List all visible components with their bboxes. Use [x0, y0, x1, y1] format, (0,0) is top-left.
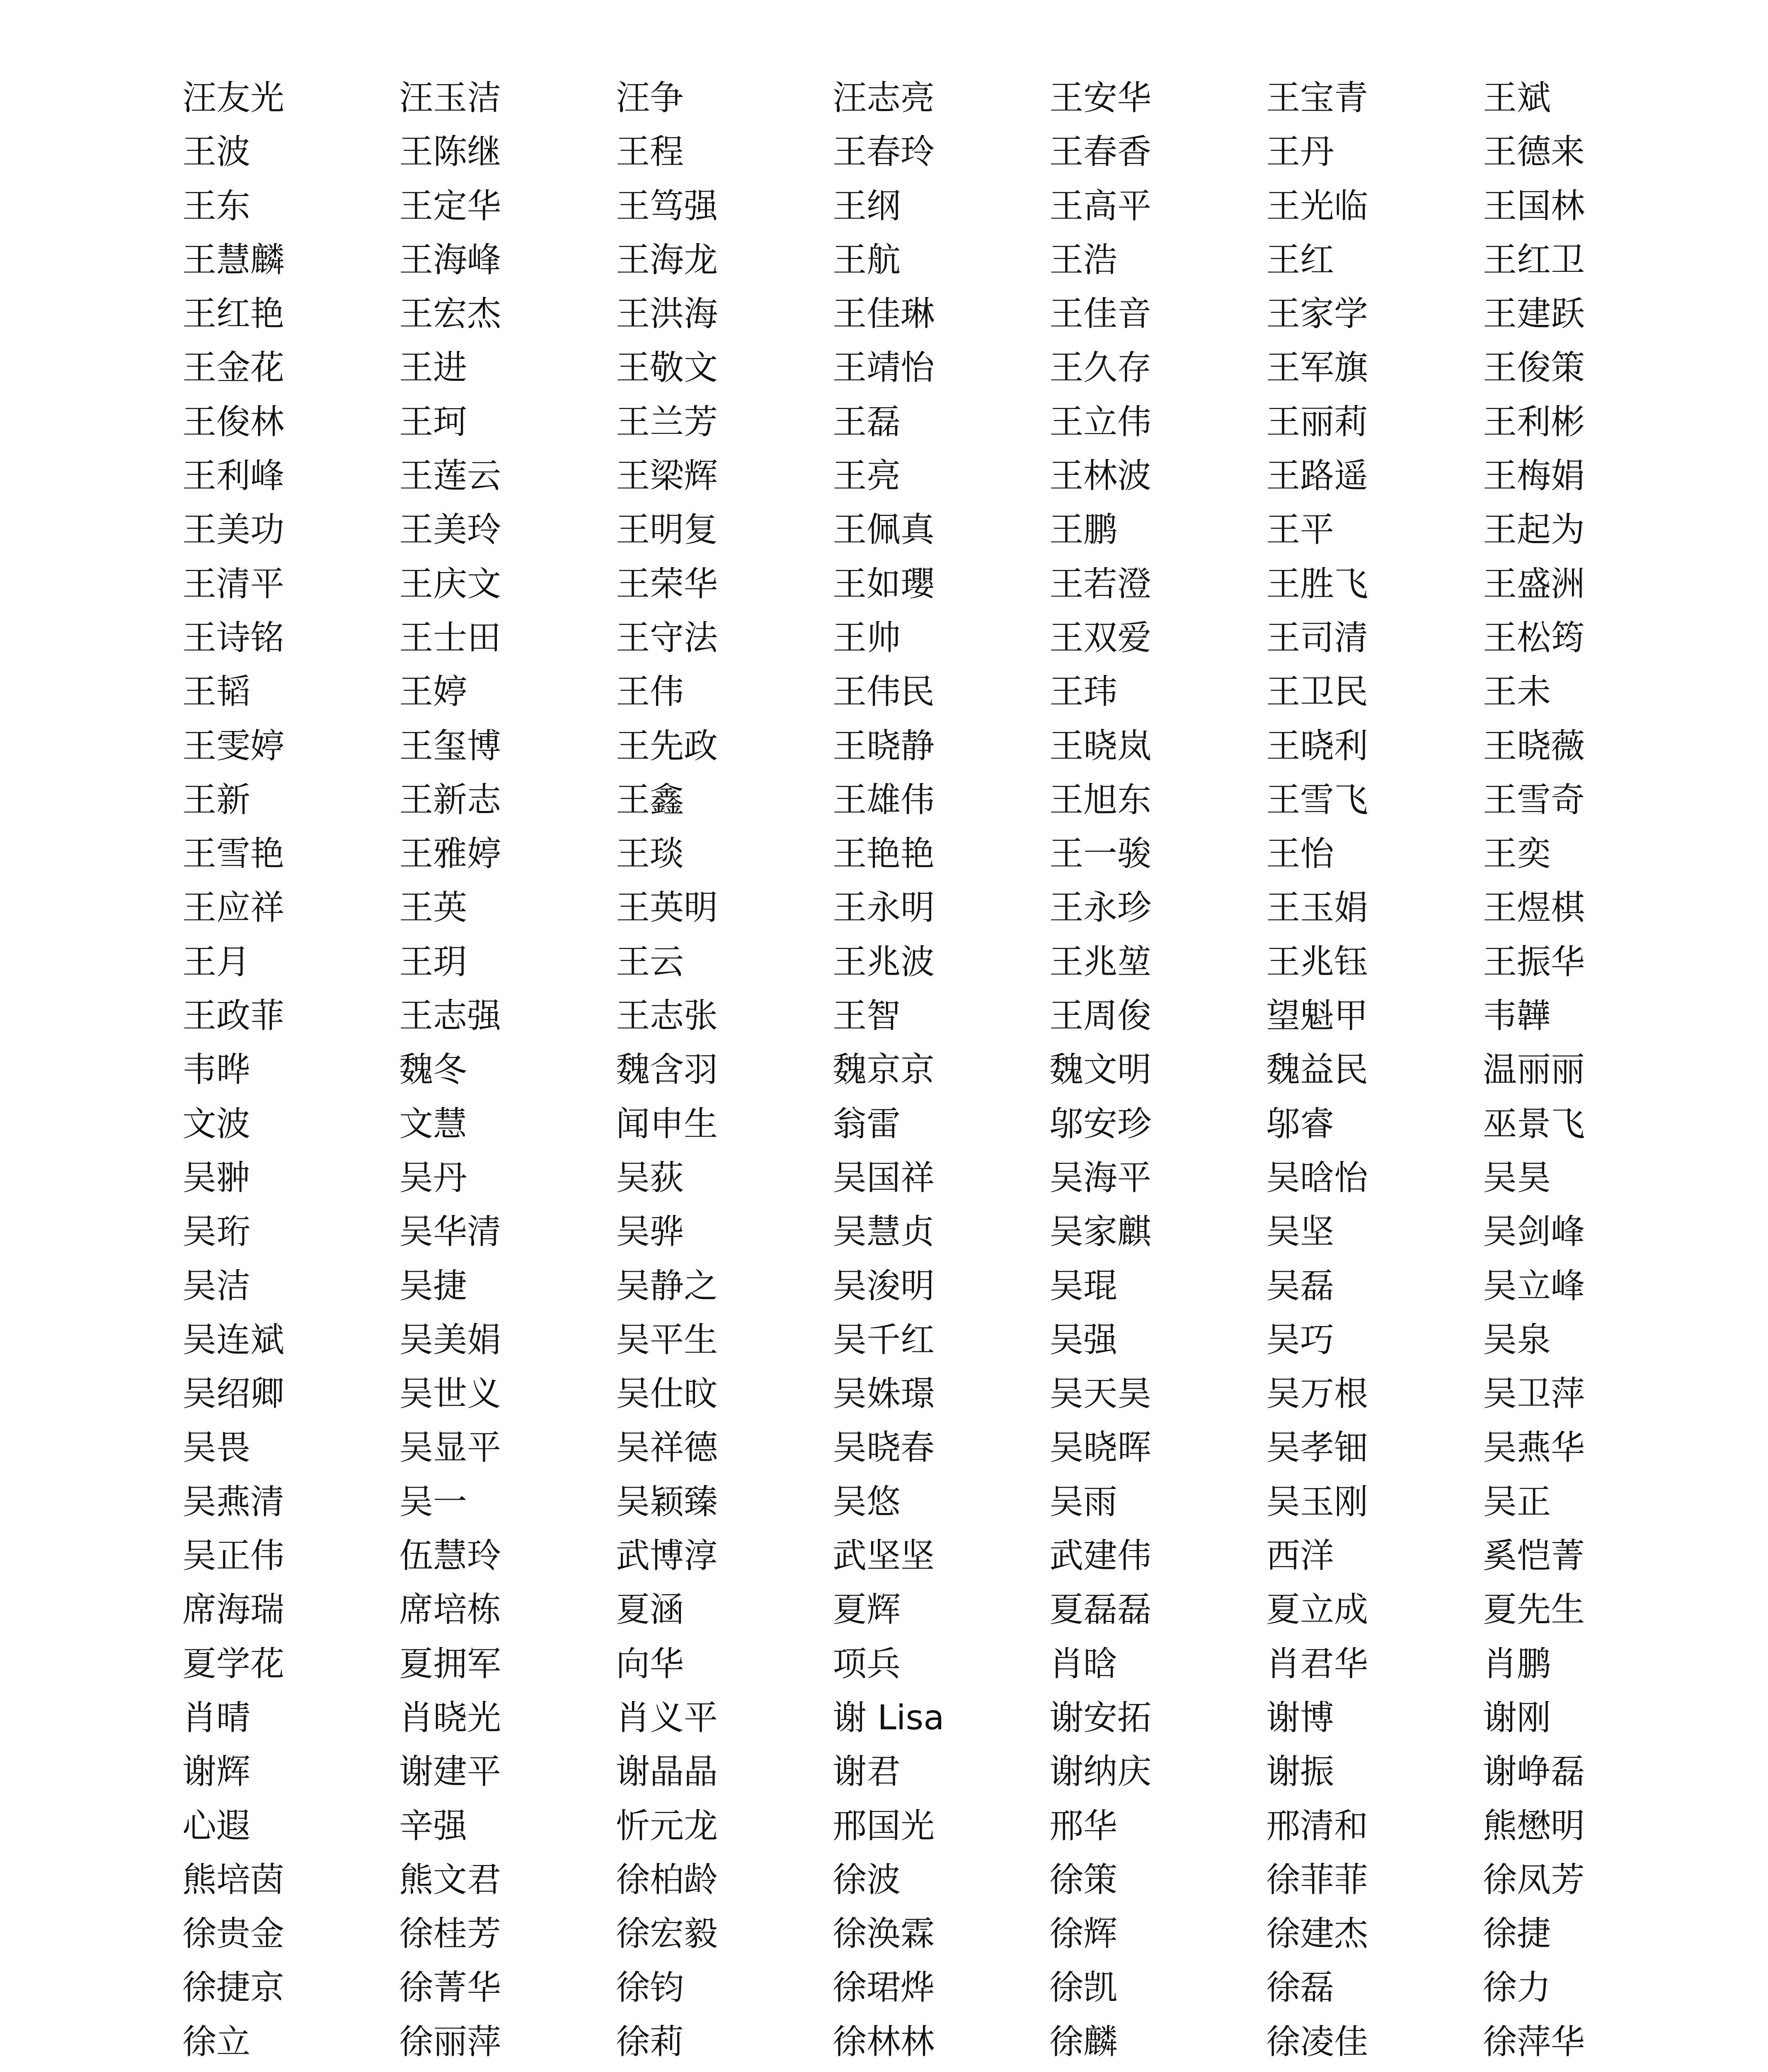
name-entry: 魏益民	[1266, 1050, 1368, 1090]
name-entry: 谢建平	[399, 1752, 501, 1792]
name-entry	[1483, 2069, 1700, 2072]
name-entry: 徐宏毅	[616, 1914, 718, 1954]
name-entry: 王明复	[616, 510, 718, 550]
name-entry: 吴泉	[1483, 1320, 1551, 1360]
name-entry: 谢博	[1266, 1698, 1334, 1738]
name-entry: 王建跃	[1483, 294, 1585, 334]
name-entry: 王浩	[1049, 240, 1118, 280]
name-entry: 王永珍	[1049, 888, 1152, 928]
name-entry: 王云	[616, 942, 684, 982]
name-entry: 吴坚	[1266, 1212, 1334, 1252]
name-entry: 韦韡	[1483, 996, 1551, 1036]
name-entry: 王艳艳	[833, 834, 935, 874]
name-entry: 熊培茵	[182, 1860, 285, 1900]
name-entry: 吴巧	[1266, 1320, 1334, 1360]
name-entry	[1049, 2069, 1266, 2072]
name-entry: 谢纳庆	[1049, 1752, 1152, 1792]
name-entry: 伍慧玲	[399, 1536, 501, 1576]
name-entry: 王兆钰	[1266, 942, 1368, 982]
name-entry: 王军旗	[1266, 348, 1368, 388]
name-entry: 吴燕华	[1483, 1428, 1585, 1468]
name-entry: 王国林	[1483, 186, 1585, 226]
name-entry: 王红	[1266, 240, 1334, 280]
name-entry: 吴正	[1483, 1482, 1551, 1522]
name-entry	[833, 2069, 1049, 2072]
name-entry: 王高平	[1049, 186, 1152, 226]
name-entry: 辛强	[399, 1806, 467, 1846]
name-entry: 王新	[182, 780, 251, 820]
name-entry: 王起为	[1483, 510, 1585, 550]
name-entry: 徐辉	[1049, 1914, 1118, 1954]
name-entry: 徐莉	[616, 2022, 684, 2062]
name-entry: 徐麟	[1049, 2022, 1118, 2062]
name-entry: 王雪奇	[1483, 780, 1585, 820]
name-entry: 巫景飞	[1483, 1104, 1585, 1144]
name-entry: 吴世义	[399, 1374, 501, 1414]
name-entry: 王丹	[1266, 132, 1334, 172]
name-entry: 夏磊磊	[1049, 1590, 1152, 1630]
name-entry: 王应祥	[182, 888, 285, 928]
name-entry: 徐珺烨	[833, 1968, 935, 2008]
name-entry: 吴绍卿	[182, 1374, 285, 1414]
name-entry: 王宝青	[1266, 78, 1368, 118]
name-entry: 王俊策	[1483, 348, 1585, 388]
name-entry: 谢安拓	[1049, 1698, 1152, 1738]
name-entry: 王梁辉	[616, 456, 718, 496]
name-entry: 王德来	[1483, 132, 1585, 172]
name-entry: 王志张	[616, 996, 718, 1036]
name-entry: 王玉娟	[1266, 888, 1368, 928]
name-entry: 韦晔	[182, 1050, 251, 1090]
name-entry: 王慧麟	[182, 240, 285, 280]
name-entry: 王陈继	[399, 132, 501, 172]
name-entry: 王利彬	[1483, 402, 1585, 442]
name-entry: 徐林林	[833, 2022, 935, 2062]
name-entry: 王路遥	[1266, 456, 1368, 496]
name-entry: 席海瑞	[182, 1590, 285, 1630]
name-entry: 王雪艳	[182, 834, 285, 874]
name-entry: 吴正伟	[182, 1536, 285, 1576]
name-entry	[1266, 2069, 1483, 2072]
name-entry: 王梅娟	[1483, 456, 1585, 496]
name-entry: 吴骅	[616, 1212, 684, 1252]
name-entry: 王雯婷	[182, 726, 285, 766]
name-entry: 王志强	[399, 996, 501, 1036]
name-entry: 徐菁华	[399, 1968, 501, 2008]
name-entry: 王磊	[833, 402, 901, 442]
name-entry: 文慧	[399, 1104, 467, 1144]
name-entry: 王卫民	[1266, 672, 1368, 712]
name-entry: 王利峰	[182, 456, 285, 496]
name-entry: 王敬文	[616, 348, 718, 388]
name-entry: 王盛洲	[1483, 564, 1585, 604]
name-entry: 吴海平	[1049, 1158, 1152, 1198]
name-entry: 吴千红	[833, 1320, 935, 1360]
name-entry: 徐贵金	[182, 1914, 285, 1954]
name-entry: 徐捷京	[182, 1968, 285, 2008]
name-entry: 王久存	[1049, 348, 1152, 388]
name-entry: 王帅	[833, 618, 901, 658]
name-entry: 王兆堃	[1049, 942, 1152, 982]
name-entry: 王司清	[1266, 618, 1368, 658]
name-entry: 吴慧贞	[833, 1212, 935, 1252]
name-entry: 王定华	[399, 186, 501, 226]
name-entry: 王莲云	[399, 456, 501, 496]
name-entry: 温丽丽	[1483, 1050, 1585, 1090]
name-entry: 王伟	[616, 672, 684, 712]
name-entry	[399, 2069, 616, 2072]
name-entry: 谢振	[1266, 1752, 1334, 1792]
name-entry: 吴颖臻	[616, 1482, 718, 1522]
name-entry: 吴祥德	[616, 1428, 718, 1468]
name-entry: 翁雷	[833, 1104, 901, 1144]
name-entry: 徐柏龄	[616, 1860, 718, 1900]
name-entry: 肖晴	[182, 1698, 251, 1738]
name-entry: 王平	[1266, 510, 1334, 550]
name-entry: 吴孝钿	[1266, 1428, 1368, 1468]
name-entry: 吴晓晖	[1049, 1428, 1152, 1468]
name-entry: 魏冬	[399, 1050, 467, 1090]
name-entry: 徐丽萍	[399, 2022, 501, 2062]
name-entry: 魏京京	[833, 1050, 935, 1090]
name-entry: 吴仕旼	[616, 1374, 718, 1414]
name-entry: 吴浚明	[833, 1266, 935, 1306]
name-entry: 邢清和	[1266, 1806, 1368, 1846]
name-entry: 王佩真	[833, 510, 935, 550]
name-entry: 吴立峰	[1483, 1266, 1585, 1306]
name-entry: 王清平	[182, 564, 285, 604]
name-entry: 王春玲	[833, 132, 935, 172]
name-entry: 吴剑峰	[1483, 1212, 1585, 1252]
name-entry: 徐策	[1049, 1860, 1118, 1900]
name-entry: 谢峥磊	[1483, 1752, 1585, 1792]
name-entry: 王宏杰	[399, 294, 501, 334]
name-entry: 吴静之	[616, 1266, 718, 1306]
name-entry: 吴强	[1049, 1320, 1118, 1360]
name-entry: 王旭东	[1049, 780, 1152, 820]
name-entry: 王珂	[399, 402, 467, 442]
name-entry: 王守法	[616, 618, 718, 658]
name-entry: 吴晗怡	[1266, 1158, 1368, 1198]
name-entry: 吴洁	[182, 1266, 251, 1306]
name-entry: 徐立	[182, 2022, 251, 2062]
name-entry: 熊懋明	[1483, 1806, 1585, 1846]
name-entry: 王斌	[1483, 78, 1551, 118]
name-entry: 徐捷	[1483, 1914, 1551, 1954]
name-entry: 王琰	[616, 834, 684, 874]
name-entry	[616, 2069, 833, 2072]
name-entry: 王笃强	[616, 186, 718, 226]
name-entry: 吴平生	[616, 1320, 718, 1360]
name-entry: 望魁甲	[1266, 996, 1368, 1036]
name-entry: 吴珩	[182, 1212, 251, 1252]
name-entry: 王晓薇	[1483, 726, 1585, 766]
name-entry: 王玺博	[399, 726, 501, 766]
name-entry: 王丽莉	[1266, 402, 1368, 442]
name-entry: 王安华	[1049, 78, 1152, 118]
name-entry: 王英	[399, 888, 467, 928]
name-entry: 武博淳	[616, 1536, 718, 1576]
name-entry: 王晓静	[833, 726, 935, 766]
name-entry: 王一骏	[1049, 834, 1152, 874]
name-entry: 肖君华	[1266, 1644, 1368, 1684]
name-entry: 王红艳	[182, 294, 285, 334]
name-entry: 王海龙	[616, 240, 718, 280]
name-entry: 徐涣霖	[833, 1914, 935, 1954]
name-entry: 王亮	[833, 456, 901, 496]
name-entry: 闻申生	[616, 1104, 718, 1144]
name-entry: 王煜棋	[1483, 888, 1585, 928]
name-entry: 汪志亮	[833, 78, 935, 118]
name-entry: 吴玉刚	[1266, 1482, 1368, 1522]
name-entry: 魏含羽	[616, 1050, 718, 1090]
name-entry: 西洋	[1266, 1536, 1334, 1576]
name-entry: 徐桂芳	[399, 1914, 501, 1954]
name-entry: 徐波	[833, 1860, 901, 1900]
name-entry: 王政菲	[182, 996, 285, 1036]
name-entry: 王周俊	[1049, 996, 1152, 1036]
name-entry: 王佳音	[1049, 294, 1152, 334]
name-entry: 王玥	[399, 942, 467, 982]
name-entry: 王胜飞	[1266, 564, 1368, 604]
name-entry: 吴琨	[1049, 1266, 1118, 1306]
name-entry: 王先政	[616, 726, 718, 766]
name-entry: 魏文明	[1049, 1050, 1152, 1090]
name-entry: 吴雨	[1049, 1482, 1118, 1522]
name-entry: 王怡	[1266, 834, 1334, 874]
name-entry: 徐凤芳	[1483, 1860, 1585, 1900]
name-entry: 吴家麒	[1049, 1212, 1152, 1252]
name-entry: 王庆文	[399, 564, 501, 604]
name-entry: 王光临	[1266, 186, 1368, 226]
name-entry: 徐力	[1483, 1968, 1551, 2008]
name-entry: 吴磊	[1266, 1266, 1334, 1306]
name-entry: 汪友光	[182, 78, 285, 118]
name-entry: 王松筠	[1483, 618, 1585, 658]
name-entry: 肖晗	[1049, 1644, 1118, 1684]
name-entry	[182, 2069, 399, 2072]
name-entry: 吴悠	[833, 1482, 901, 1522]
name-entry: 王永明	[833, 888, 935, 928]
name-entry: 王新志	[399, 780, 501, 820]
name-entry: 王若澄	[1049, 564, 1152, 604]
name-entry: 武建伟	[1049, 1536, 1152, 1576]
name-entry: 谢 Lisa	[833, 1698, 945, 1738]
name-entry: 王婷	[399, 672, 467, 712]
name-entry: 王海峰	[399, 240, 501, 280]
name-entry: 吴捷	[399, 1266, 467, 1306]
name-entry: 王进	[399, 348, 467, 388]
name-entry: 王士田	[399, 618, 501, 658]
name-entry: 王美玲	[399, 510, 501, 550]
name-entry: 王双爱	[1049, 618, 1152, 658]
name-entry: 王美功	[182, 510, 285, 550]
name-entry: 王洪海	[616, 294, 718, 334]
name-entry: 谢辉	[182, 1752, 251, 1792]
name-entry: 王俊林	[182, 402, 285, 442]
name-entry: 王鹏	[1049, 510, 1118, 550]
name-entry: 王雪飞	[1266, 780, 1368, 820]
name-entry: 王红卫	[1483, 240, 1585, 280]
name-entry: 王靖怡	[833, 348, 935, 388]
name-entry: 武坚坚	[833, 1536, 935, 1576]
name-entry: 夏拥军	[399, 1644, 501, 1684]
name-entry: 谢刚	[1483, 1698, 1551, 1738]
name-entry: 吴万根	[1266, 1374, 1368, 1414]
name-entry: 肖义平	[616, 1698, 718, 1738]
name-entry: 王家学	[1266, 294, 1368, 334]
name-entry: 王晓岚	[1049, 726, 1152, 766]
name-entry: 徐萍华	[1483, 2022, 1585, 2062]
name-entry: 王兰芳	[616, 402, 718, 442]
name-entry: 吴显平	[399, 1428, 501, 1468]
name-entry: 向华	[616, 1644, 684, 1684]
name-entry: 徐钧	[616, 1968, 684, 2008]
name-entry: 邢国光	[833, 1806, 935, 1846]
name-entry: 夏学花	[182, 1644, 285, 1684]
name-entry: 王程	[616, 132, 684, 172]
name-entry: 吴燕清	[182, 1482, 285, 1522]
name-entry: 夏先生	[1483, 1590, 1585, 1630]
name-entry: 王佳琳	[833, 294, 935, 334]
name-entry: 吴昊	[1483, 1158, 1551, 1198]
name-entry: 王如瓔	[833, 564, 935, 604]
name-entry: 王振华	[1483, 942, 1585, 982]
name-entry: 王奕	[1483, 834, 1551, 874]
name-entry: 邬睿	[1266, 1104, 1334, 1144]
name-entry: 王林波	[1049, 456, 1152, 496]
name-list-grid	[182, 71, 1716, 2072]
name-entry: 王纲	[833, 186, 901, 226]
name-entry: 吴荻	[616, 1158, 684, 1198]
name-entry: 吴连斌	[182, 1320, 285, 1360]
name-entry: 汪争	[616, 78, 684, 118]
name-entry: 王鑫	[616, 780, 684, 820]
name-entry: 王诗铭	[182, 618, 285, 658]
name-entry: 徐磊	[1266, 1968, 1334, 2008]
name-entry: 王立伟	[1049, 402, 1152, 442]
name-entry: 徐建杰	[1266, 1914, 1368, 1954]
name-entry: 徐菲菲	[1266, 1860, 1368, 1900]
name-entry: 吴国祥	[833, 1158, 935, 1198]
name-entry: 吴华清	[399, 1212, 501, 1252]
name-entry: 吴姝璟	[833, 1374, 935, 1414]
name-entry: 王未	[1483, 672, 1551, 712]
name-entry: 吴一	[399, 1482, 467, 1522]
name-entry: 徐凌佳	[1266, 2022, 1368, 2062]
name-entry: 邢华	[1049, 1806, 1118, 1846]
name-entry: 奚恺菁	[1483, 1536, 1585, 1576]
name-entry: 王波	[182, 132, 251, 172]
name-entry: 谢君	[833, 1752, 901, 1792]
name-entry: 肖鹏	[1483, 1644, 1551, 1684]
name-entry: 王英明	[616, 888, 718, 928]
name-entry: 吴卫萍	[1483, 1374, 1585, 1414]
name-entry: 文波	[182, 1104, 251, 1144]
name-entry: 王兆波	[833, 942, 935, 982]
name-entry: 吴晓春	[833, 1428, 935, 1468]
name-entry: 夏立成	[1266, 1590, 1368, 1630]
name-entry: 徐凯	[1049, 1968, 1118, 2008]
name-entry: 肖晓光	[399, 1698, 501, 1738]
name-entry: 王伟民	[833, 672, 935, 712]
name-entry: 吴美娟	[399, 1320, 501, 1360]
name-entry: 吴天昊	[1049, 1374, 1152, 1414]
name-entry: 王春香	[1049, 132, 1152, 172]
name-entry: 王月	[182, 942, 251, 982]
name-entry: 忻元龙	[616, 1806, 718, 1846]
name-entry: 夏涵	[616, 1590, 684, 1630]
name-entry: 吴畏	[182, 1428, 251, 1468]
name-entry: 王荣华	[616, 564, 718, 604]
name-entry: 谢晶晶	[616, 1752, 718, 1792]
name-entry: 王玮	[1049, 672, 1118, 712]
name-entry: 王航	[833, 240, 901, 280]
name-entry: 王金花	[182, 348, 285, 388]
name-entry: 汪玉洁	[399, 78, 501, 118]
name-entry: 项兵	[833, 1644, 901, 1684]
name-entry: 王雄伟	[833, 780, 935, 820]
name-entry: 王东	[182, 186, 251, 226]
name-entry: 王晓利	[1266, 726, 1368, 766]
name-entry: 夏辉	[833, 1590, 901, 1630]
name-entry: 王智	[833, 996, 901, 1036]
name-entry: 邬安珍	[1049, 1104, 1152, 1144]
name-entry: 席培栋	[399, 1590, 501, 1630]
name-entry: 心遐	[182, 1806, 251, 1846]
name-entry: 吴翀	[182, 1158, 251, 1198]
name-entry: 熊文君	[399, 1860, 501, 1900]
name-entry: 王雅婷	[399, 834, 501, 874]
name-entry: 王韬	[182, 672, 251, 712]
name-entry: 吴丹	[399, 1158, 467, 1198]
